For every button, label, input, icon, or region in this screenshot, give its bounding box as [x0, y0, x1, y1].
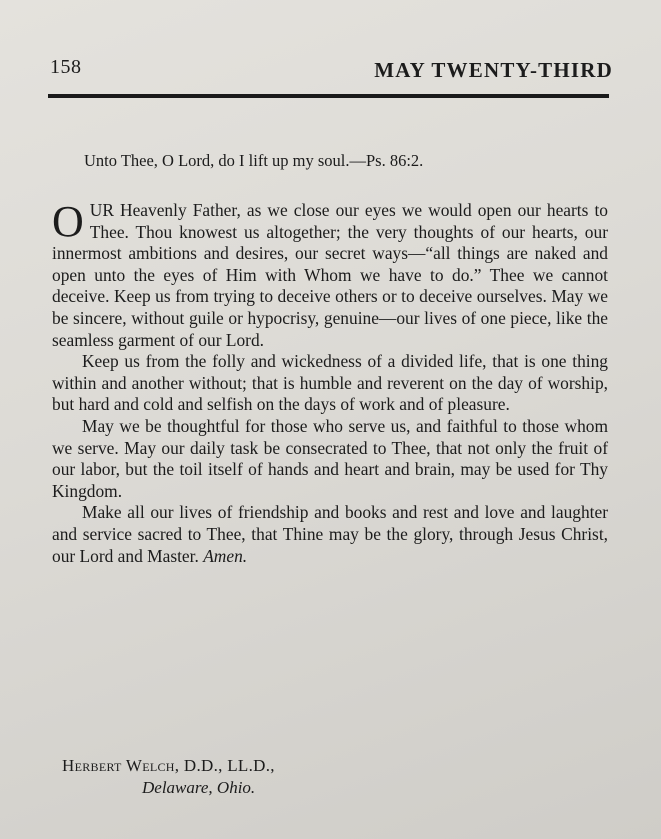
author-degrees: , D.D., LL.D.,: [174, 756, 275, 775]
page-number: 158: [50, 56, 82, 78]
page-header: [50, 56, 613, 86]
author-line: [62, 756, 275, 776]
drop-cap: O: [52, 197, 84, 246]
prayer-paragraph-4: [52, 502, 608, 567]
prayer-paragraph-3: May we be thoughtful for those who serve us, and faithful to those whom we serve. May our daily task be consecrated to Thee, that not only the fruit of our labor, but the toil itself of hands and heart and brain, may be used for Thy Kingdom.: [52, 415, 608, 501]
prayer-text: [52, 197, 608, 567]
scripture-epigraph: Unto Thee, O Lord, do I lift up my soul.—Ps. 86:2.: [84, 151, 424, 170]
prayer-paragraph-1-text: UR Heavenly Father, as we close our eyes we would open our hearts to Thee. Thou knowest us altogether; the very thoughts of our hearts, our innermost ambitions and desires, our secret ways—“all things are naked and open unto the eyes of Him with Whom we have to do.” Thee we cannot deceive. Keep us from trying to deceive others or to deceive ourselves. May we be sincere, without guile or hypocrisy, genuine—our lives of one piece, like the seamless garment of our Lord.: [52, 200, 608, 350]
author-name: Herbert Welch: [62, 756, 175, 775]
prayer-paragraph-4-text: Make all our lives of friendship and books and rest and love and laughter and service sacred to Thee, that Thine may be the glory, through Jesus Christ, our Lord and Master.: [52, 502, 608, 566]
amen: Amen.: [203, 545, 248, 566]
prayer-paragraph-1: [52, 197, 608, 351]
prayer-paragraph-2: Keep us from the folly and wickedness of a divided life, that is one thing within and another without; that is humble and reverent on the day of worship, but hard and cold and selfish on the days of work and of pleasure.: [52, 351, 608, 415]
author-location: Delaware, Ohio.: [142, 778, 256, 797]
author-signature: [62, 756, 275, 798]
running-title: MAY TWENTY-THIRD: [374, 58, 613, 82]
header-rule: [48, 94, 609, 98]
